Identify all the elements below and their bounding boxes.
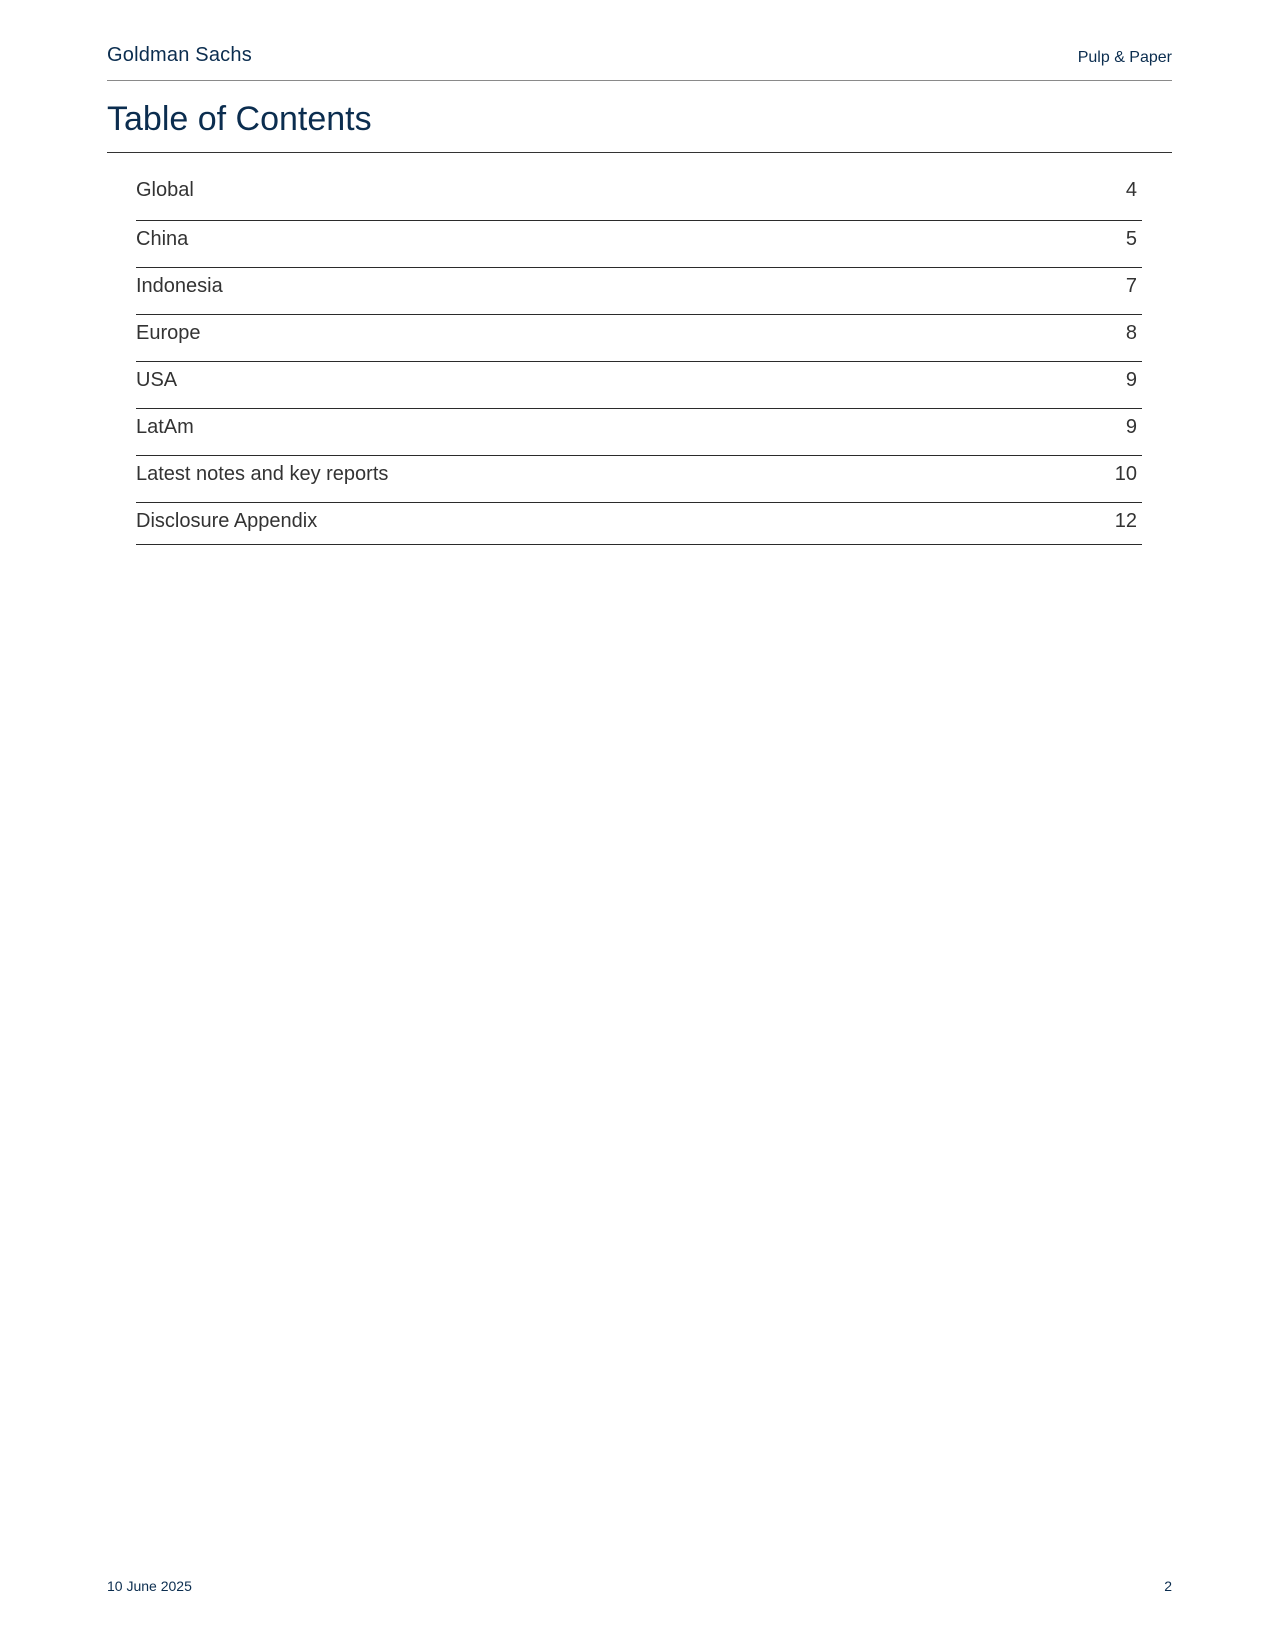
toc-entry-label: Latest notes and key reports [136,463,389,485]
page-title: Table of Contents [107,98,1172,153]
footer-date: 10 June 2025 [107,1578,192,1594]
toc-entry-europe[interactable] [136,315,1142,362]
toc-entry-disclosure-appendix[interactable] [136,503,1142,545]
report-section-name: Pulp & Paper [1077,49,1172,66]
toc-entry-indonesia[interactable] [136,268,1142,315]
toc-entry-page: 7 [1125,275,1137,297]
toc-entry-page: 10 [1114,463,1137,485]
toc-entry-label: Indonesia [136,275,223,297]
toc-entry-page: 4 [1125,179,1137,201]
toc-list [136,168,1142,545]
brand-name: Goldman Sachs [107,44,252,66]
toc-entry-label: USA [136,369,178,391]
toc-entry-label: Global [136,179,194,201]
toc-entry-label: China [136,228,189,250]
toc-entry-latam[interactable] [136,409,1142,456]
toc-entry-global[interactable] [136,168,1142,221]
toc-entry-label: Disclosure Appendix [136,510,318,532]
toc-entry-label: LatAm [136,416,194,438]
toc-entry-page: 9 [1125,369,1137,391]
footer-page-number: 2 [1164,1578,1172,1594]
toc-entry-china[interactable] [136,221,1142,268]
toc-entry-page: 8 [1125,322,1137,344]
toc-entry-page: 5 [1125,228,1137,250]
toc-entry-latest-notes[interactable] [136,456,1142,503]
toc-entry-page: 12 [1114,510,1137,532]
toc-entry-page: 9 [1125,416,1137,438]
toc-entry-label: Europe [136,322,201,344]
toc-entry-usa[interactable] [136,362,1142,409]
page-header [107,42,1172,81]
